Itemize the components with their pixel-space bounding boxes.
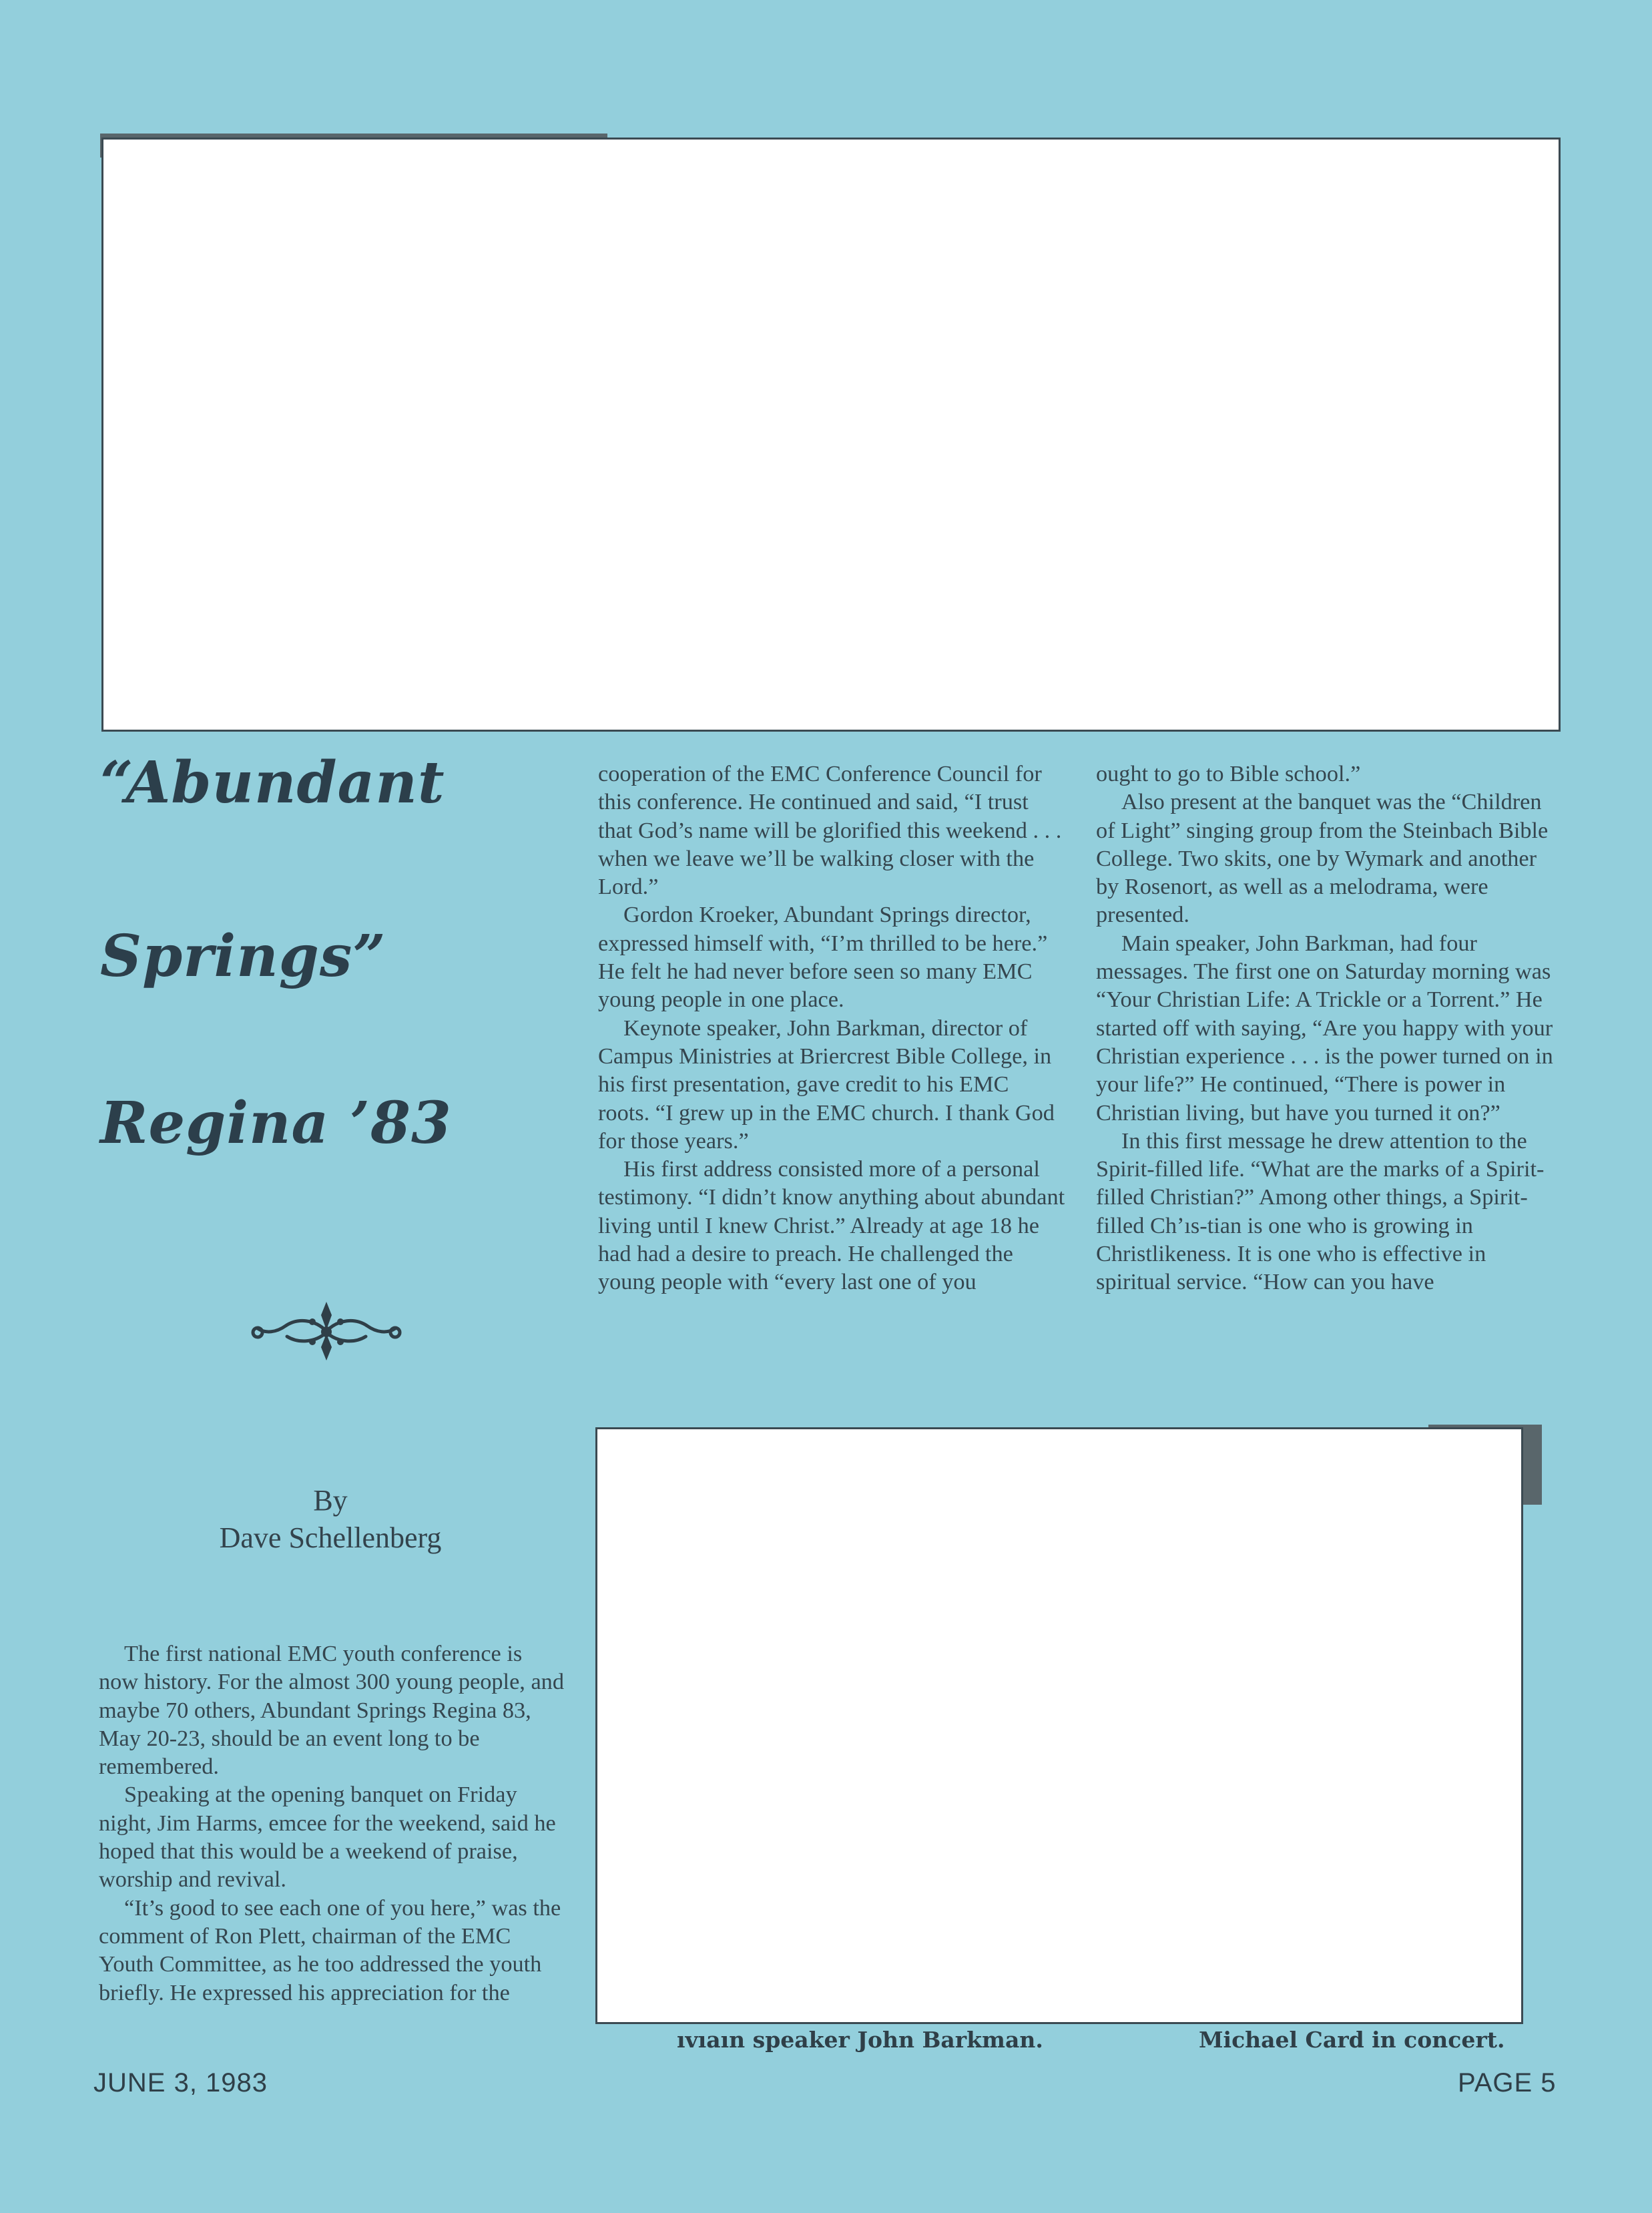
- article-column-3: [1096, 760, 1563, 1296]
- paragraph: “It’s good to see each one of you here,” was the comment of Ron Plett, chairman of the EMC Youth Committee, as he too addressed the youth briefly. He expressed his appreciation for the: [99, 1895, 561, 2005]
- photo-caption-right: Michael Card in concert.: [1199, 2027, 1505, 2053]
- photo-caption-left: ıvıaın speaker John Barkman.: [677, 2027, 1043, 2053]
- page-number: PAGE 5: [1458, 2068, 1557, 2098]
- article-column-1: [99, 1640, 566, 2007]
- paragraph: Main speaker, John Barkman, had four messages. The first one on Saturday morning was “Your Christian Life: A Trickle or a Torrent.” He started off with saying, “Are you happy with your Christian experience . . . is the power turned on in your life?” He continued, “There is power in Christian living, but have you turned it on?”: [1096, 930, 1553, 1126]
- paragraph: cooperation of the EMC Conference Council for this conference. He continued and said, “I trust that God’s name will be glorified this weekend . . . when we leave we’ll be walking closer with the Lord.”: [598, 761, 1062, 900]
- paragraph: Speaking at the opening banquet on Friday night, Jim Harms, emcee for the weekend, said he hoped that this would be a weekend of praise, worship and revival.: [99, 1782, 556, 1893]
- byline-by: By: [313, 1484, 348, 1517]
- paragraph: Also present at the banquet was the “Children of Light” singing group from the Steinbach Bible College. Two skits, one by Wymark and another by Rosenort, as well as a melodrama, were presented.: [1096, 789, 1549, 928]
- bottom-photo: [595, 1427, 1523, 2024]
- headline-line-3: Regina ’83: [100, 1089, 452, 1157]
- byline-author: Dave Schellenberg: [219, 1521, 442, 1554]
- paragraph: His first address consisted more of a personal testimony. “I didn’t know anything about abundant living until I knew Christ.” Already at age 18 he had had a desire to preach. He challenged the young people with “every last one of you: [598, 1156, 1065, 1295]
- top-photo: [101, 138, 1561, 732]
- issue-date: JUNE 3, 1983: [93, 2068, 268, 2098]
- paragraph: The first national EMC youth conference is now history. For the almost 300 young people, and maybe 70 others, Abundant Springs Regina 83, May 20-23, should be an event long to be remembered.: [99, 1641, 564, 1780]
- headline-line-2: Springs”: [100, 923, 386, 990]
- article-column-2: [598, 760, 1065, 1296]
- paragraph: In this first message he drew attention to the Spirit-filled life. “What are the marks of a Spirit-filled Christian?” Among other things, a Spirit-filled Chʼıs-tian is one who is growing in Christlikeness. It is one who is effective in spiritual service. “How can you have: [1096, 1128, 1545, 1295]
- headline-line-1: “Abundant: [100, 749, 445, 816]
- paragraph: Gordon Kroeker, Abundant Springs director, expressed himself with, “I’m thrilled to be here.” He felt he had never before seen so many EMC young people in one place.: [598, 902, 1048, 1013]
- paragraph: ought to go to Bible school.”: [1096, 761, 1361, 786]
- paragraph: Keynote speaker, John Barkman, director of Campus Ministries at Briercrest Bible College, in his first presentation, gave credit to his EMC roots. “I grew up in the EMC church. I thank God for those years.”: [598, 1015, 1055, 1154]
- fleuron-ornament-icon: [251, 1299, 402, 1363]
